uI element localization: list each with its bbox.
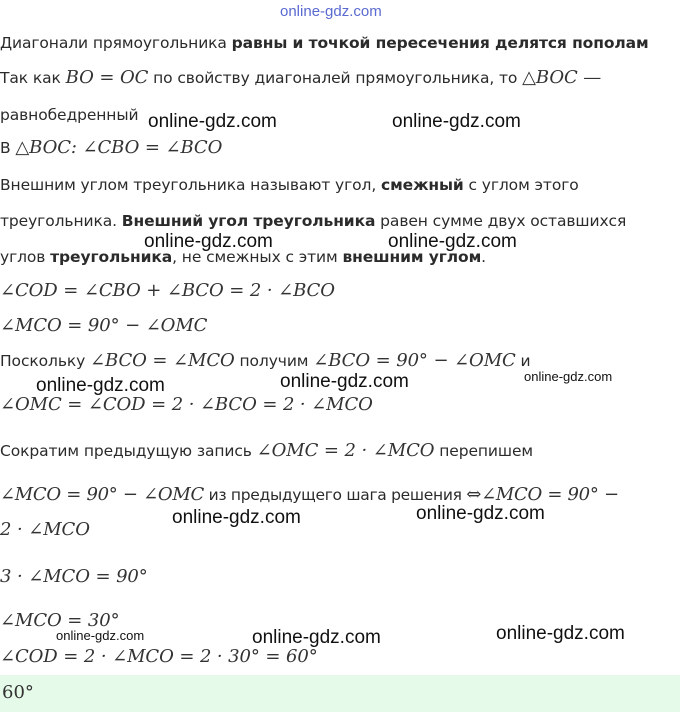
math-expression: ∠COD = 2 · ∠MCO = 2 · 30° = 60° — [0, 646, 318, 667]
text-line-10 — [0, 350, 531, 372]
math-expression: ∠COD = ∠CBO + ∠BCO = 2 · ∠BCO — [0, 280, 335, 301]
text-line-12 — [0, 440, 533, 462]
text-segment: перепишем — [434, 442, 533, 460]
watermark: online-gdz.com — [172, 507, 301, 528]
math-expression: BO = OC — [65, 67, 149, 88]
math-expression: ∠MCO = 90° − ∠OMC — [0, 484, 204, 505]
text-segment: по свойству диагоналей прямоугольника, то — [148, 69, 523, 87]
math-expression: ∠MCO = 30° — [0, 610, 120, 631]
text-line-11 — [0, 394, 373, 416]
bold-text: внешним углом — [342, 248, 482, 266]
text-segment: получим — [234, 352, 314, 370]
text-line-15 — [0, 566, 148, 588]
math-expression: ∠MCO = 90° − ∠OMC — [0, 315, 208, 336]
watermark: online-gdz.com — [144, 231, 273, 252]
text-segment: из предыдущего шага решения — [203, 486, 467, 504]
text-segment: . — [481, 248, 486, 266]
text-segment: Сократим предыдущую запись — [0, 442, 257, 460]
text-segment: углов — [0, 248, 51, 266]
bold-text: треугольника — [50, 248, 173, 266]
text-segment: Внешним углом треугольника называют угол, — [0, 176, 381, 194]
answer-value: 60° — [2, 682, 34, 703]
text-segment: , не смежных с этим — [172, 248, 343, 266]
math-expression: ∠BCO = 90° − ∠OMC — [313, 350, 516, 371]
text-segment: равнобедренный — [0, 106, 139, 124]
bold-text: Внешний угол треугольника — [121, 212, 376, 230]
watermark: online-gdz.com — [416, 503, 545, 524]
text-line-6 — [0, 210, 626, 232]
text-line-1 — [0, 32, 649, 54]
text-segment: с углом этого — [463, 176, 579, 194]
math-expression: △BOC — — [522, 67, 602, 88]
text-line-3 — [0, 104, 138, 126]
watermark: online-gdz.com — [252, 627, 381, 648]
bold-text: равны и точкой пересечения делятся пополам — [231, 34, 649, 52]
math-expression: ∠BCO = ∠MCO — [90, 350, 235, 371]
watermark: online-gdz.com — [388, 231, 517, 252]
answer-box — [0, 675, 680, 712]
text-line-17 — [0, 646, 318, 668]
text-line-9 — [0, 315, 207, 337]
text-line-4 — [0, 137, 222, 159]
watermark: online-gdz.com — [524, 369, 613, 384]
watermark: online-gdz.com — [392, 111, 521, 132]
text-segment: Так как — [0, 69, 66, 87]
watermark: online-gdz.com — [496, 623, 625, 644]
text-segment: и — [515, 352, 531, 370]
text-line-5 — [0, 174, 579, 196]
watermark: online-gdz.com — [36, 375, 165, 396]
watermark: online-gdz.com — [56, 628, 145, 643]
text-segment: В — [0, 139, 16, 157]
math-expression: △BOC: ∠CBO = ∠BCO — [15, 137, 223, 158]
math-expression: ∠OMC = ∠COD = 2 · ∠BCO = 2 · ∠MCO — [0, 394, 373, 415]
watermark: online-gdz.com — [280, 371, 409, 392]
math-expression: ∠OMC = 2 · ∠MCO — [256, 440, 435, 461]
math-expression: ⇔∠MCO = 90° − — [466, 484, 619, 505]
text-segment: треугольника. — [0, 212, 122, 230]
bold-text: смежный — [381, 176, 464, 194]
text-segment: Диагонали прямоугольника — [0, 34, 232, 52]
watermark-top: online-gdz.com — [280, 3, 382, 20]
math-expression: 3 · ∠MCO = 90° — [0, 566, 148, 587]
text-segment: Поскольку — [0, 352, 91, 370]
text-line-14 — [0, 519, 90, 541]
text-line-2 — [0, 67, 601, 89]
math-expression: 2 · ∠MCO — [0, 519, 90, 540]
text-line-8 — [0, 280, 335, 302]
text-segment: равен сумме двух оставшихся — [375, 212, 627, 230]
watermark: online-gdz.com — [148, 111, 277, 132]
